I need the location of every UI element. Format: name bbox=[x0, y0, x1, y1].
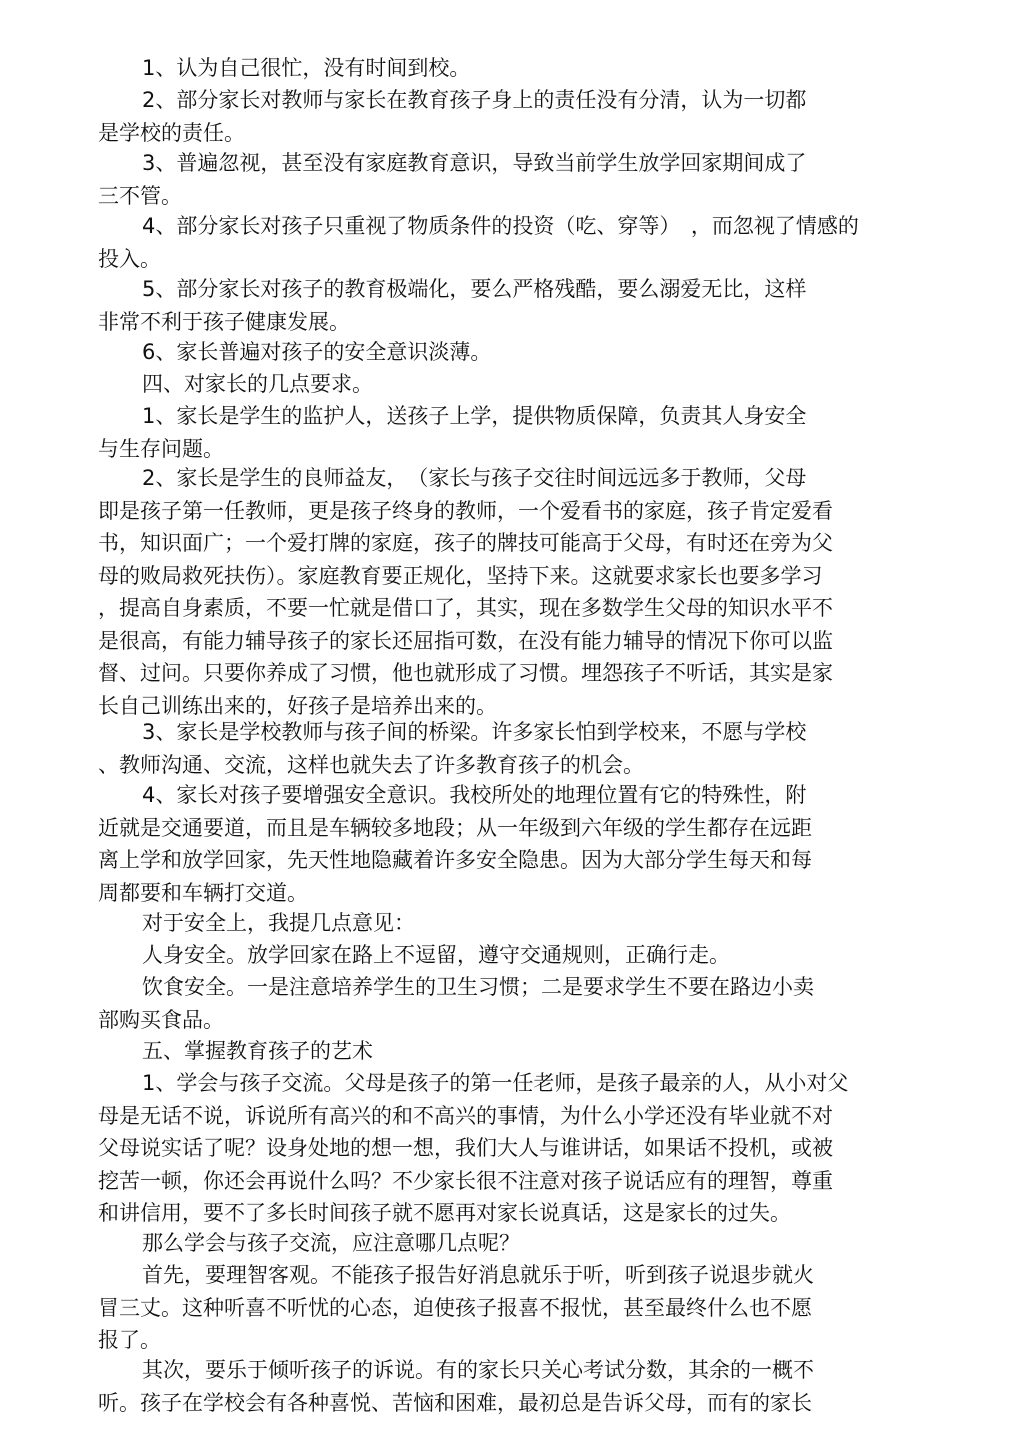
text-line: ，提高自身素质，不要一忙就是借口了，其实，现在多数学生父母的知识水平不 bbox=[98, 596, 833, 620]
text-line: 人身安全。放学回家在路上不逗留，遵守交通规则，正确行走。 bbox=[142, 943, 730, 967]
text-line: 是很高，有能力辅导孩子的家长还屈指可数，在没有能力辅导的情况下你可以监 bbox=[98, 628, 833, 653]
text-line: 离上学和放学回家，先天性地隐藏着许多安全隐患。因为大部分学生每天和每 bbox=[98, 848, 812, 872]
section-heading-4 bbox=[0, 368, 1024, 401]
text-line: 长自己训练出来的，好孩子是培养出来的。 bbox=[98, 693, 497, 718]
paragraph-17 bbox=[0, 1354, 1024, 1419]
text-line: 2、家长是学生的良师益友， （家长与孩子交往时间远远多于教师，父母 bbox=[142, 466, 807, 490]
text-line: 1、家长是学生的监护人，送孩子上学，提供物质保障，负责其人身安全 bbox=[142, 404, 807, 428]
text-line: 报了。 bbox=[98, 1328, 161, 1352]
paragraph-2 bbox=[0, 84, 1024, 149]
text-line: 父母说实话了呢？设身处地的想一想，我们大人与谁讲话，如果话不投机，或被 bbox=[98, 1136, 833, 1160]
text-line: 即是孩子第一任教师，更是孩子终身的教师，一个爱看书的家庭，孩子肯定爱看 bbox=[98, 498, 833, 523]
text-line: 3、普遍忽视，甚至没有家庭教育意识，导致当前学生放学回家期间成了 bbox=[142, 151, 807, 175]
text-line: 三不管。 bbox=[98, 183, 182, 208]
text-line: 投入。 bbox=[98, 246, 161, 271]
paragraph-9 bbox=[0, 716, 1024, 781]
text-line: 4、部分家长对孩子只重视了物质条件的投资（吃、穿等） ，而忽视了情感的 bbox=[142, 214, 859, 238]
text-line: 非常不利于孩子健康发展。 bbox=[98, 309, 350, 334]
text-line: 是学校的责任。 bbox=[98, 120, 245, 145]
text-line: 五、掌握教育孩子的艺术 bbox=[142, 1039, 373, 1063]
text-line: 母的败局救死扶伤）。家庭教育要正规化，坚持下来。这就要求家长也要多学习 bbox=[98, 563, 823, 588]
paragraph-3 bbox=[0, 147, 1024, 212]
text-line: 挖苦一顿，你还会再说什么吗？不少家长很不注意对孩子说话应有的理智，尊重 bbox=[98, 1168, 833, 1193]
paragraph-15 bbox=[0, 1227, 1024, 1260]
text-line: 督、过问。只要你养成了习惯，他也就形成了习惯。埋怨孩子不听话，其实是家 bbox=[98, 661, 833, 685]
paragraph-5 bbox=[0, 273, 1024, 338]
section-heading-5 bbox=[0, 1035, 1024, 1068]
text-line: 和讲信用，要不了多长时间孩子就不愿再对家长说真话，这是家长的过失。 bbox=[98, 1201, 791, 1225]
paragraph-14 bbox=[0, 1067, 1024, 1230]
paragraph-11 bbox=[0, 907, 1024, 940]
text-line: 近就是交通要道，而且是车辆较多地段；从一年级到六年级的学生都存在远距 bbox=[98, 815, 812, 840]
text-line: 5、部分家长对孩子的教育极端化，要么严格残酷，要么溺爱无比，这样 bbox=[142, 277, 807, 301]
paragraph-10 bbox=[0, 779, 1024, 909]
text-line: 那么学会与孩子交流，应注意哪几点呢？ bbox=[142, 1231, 520, 1255]
paragraph-6 bbox=[0, 336, 1024, 369]
text-line: 6、家长普遍对孩子的安全意识淡薄。 bbox=[142, 340, 492, 364]
text-line: 1、学会与孩子交流。父母是孩子的第一任老师，是孩子最亲的人，从小对父 bbox=[142, 1071, 849, 1095]
text-line: 2、部分家长对教师与家长在教育孩子身上的责任没有分清，认为一切都 bbox=[142, 88, 807, 112]
paragraph-12 bbox=[0, 939, 1024, 972]
text-line: 冒三丈。这种听喜不听忧的心态，迫使孩子报喜不报忧，甚至最终什么也不愿 bbox=[98, 1295, 812, 1320]
paragraph-1 bbox=[0, 52, 1024, 85]
text-line: 3、家长是学校教师与孩子间的桥梁。许多家长怕到学校来，不愿与学校 bbox=[142, 720, 807, 744]
text-line: 部购买食品。 bbox=[98, 1007, 224, 1032]
text-line: 周都要和车辆打交道。 bbox=[98, 880, 308, 905]
text-line: 饮食安全。一是注意培养学生的卫生习惯；二是要求学生不要在路边小卖 bbox=[142, 975, 814, 999]
text-line: 、教师沟通、交流，这样也就失去了许多教育孩子的机会。 bbox=[98, 752, 644, 777]
paragraph-16 bbox=[0, 1259, 1024, 1357]
paragraph-13 bbox=[0, 971, 1024, 1036]
text-line: 对于安全上，我提几点意见： bbox=[142, 911, 415, 935]
paragraph-7 bbox=[0, 400, 1024, 465]
paragraph-4 bbox=[0, 210, 1024, 275]
text-line: 母是无话不说，诉说所有高兴的和不高兴的事情，为什么小学还没有毕业就不对 bbox=[98, 1103, 833, 1128]
text-line: 其次，要乐于倾听孩子的诉说。有的家长只关心考试分数，其余的一概不 bbox=[142, 1358, 814, 1382]
text-line: 首先，要理智客观。不能孩子报告好消息就乐于听，听到孩子说退步就火 bbox=[142, 1263, 814, 1287]
text-line: 四、对家长的几点要求。 bbox=[142, 372, 373, 396]
paragraph-8 bbox=[0, 462, 1024, 722]
text-line: 4、家长对孩子要增强安全意识。我校所处的地理位置有它的特殊性，附 bbox=[142, 783, 807, 807]
text-line: 1、认为自己很忙，没有时间到校。 bbox=[142, 56, 471, 80]
text-line: 听。孩子在学校会有各种喜悦、苦恼和困难，最初总是告诉父母，而有的家长 bbox=[98, 1390, 812, 1415]
text-line: 书，知识面广；一个爱打牌的家庭，孩子的牌技可能高于父母，有时还在旁为父 bbox=[98, 531, 833, 555]
text-line: 与生存问题。 bbox=[98, 436, 224, 461]
